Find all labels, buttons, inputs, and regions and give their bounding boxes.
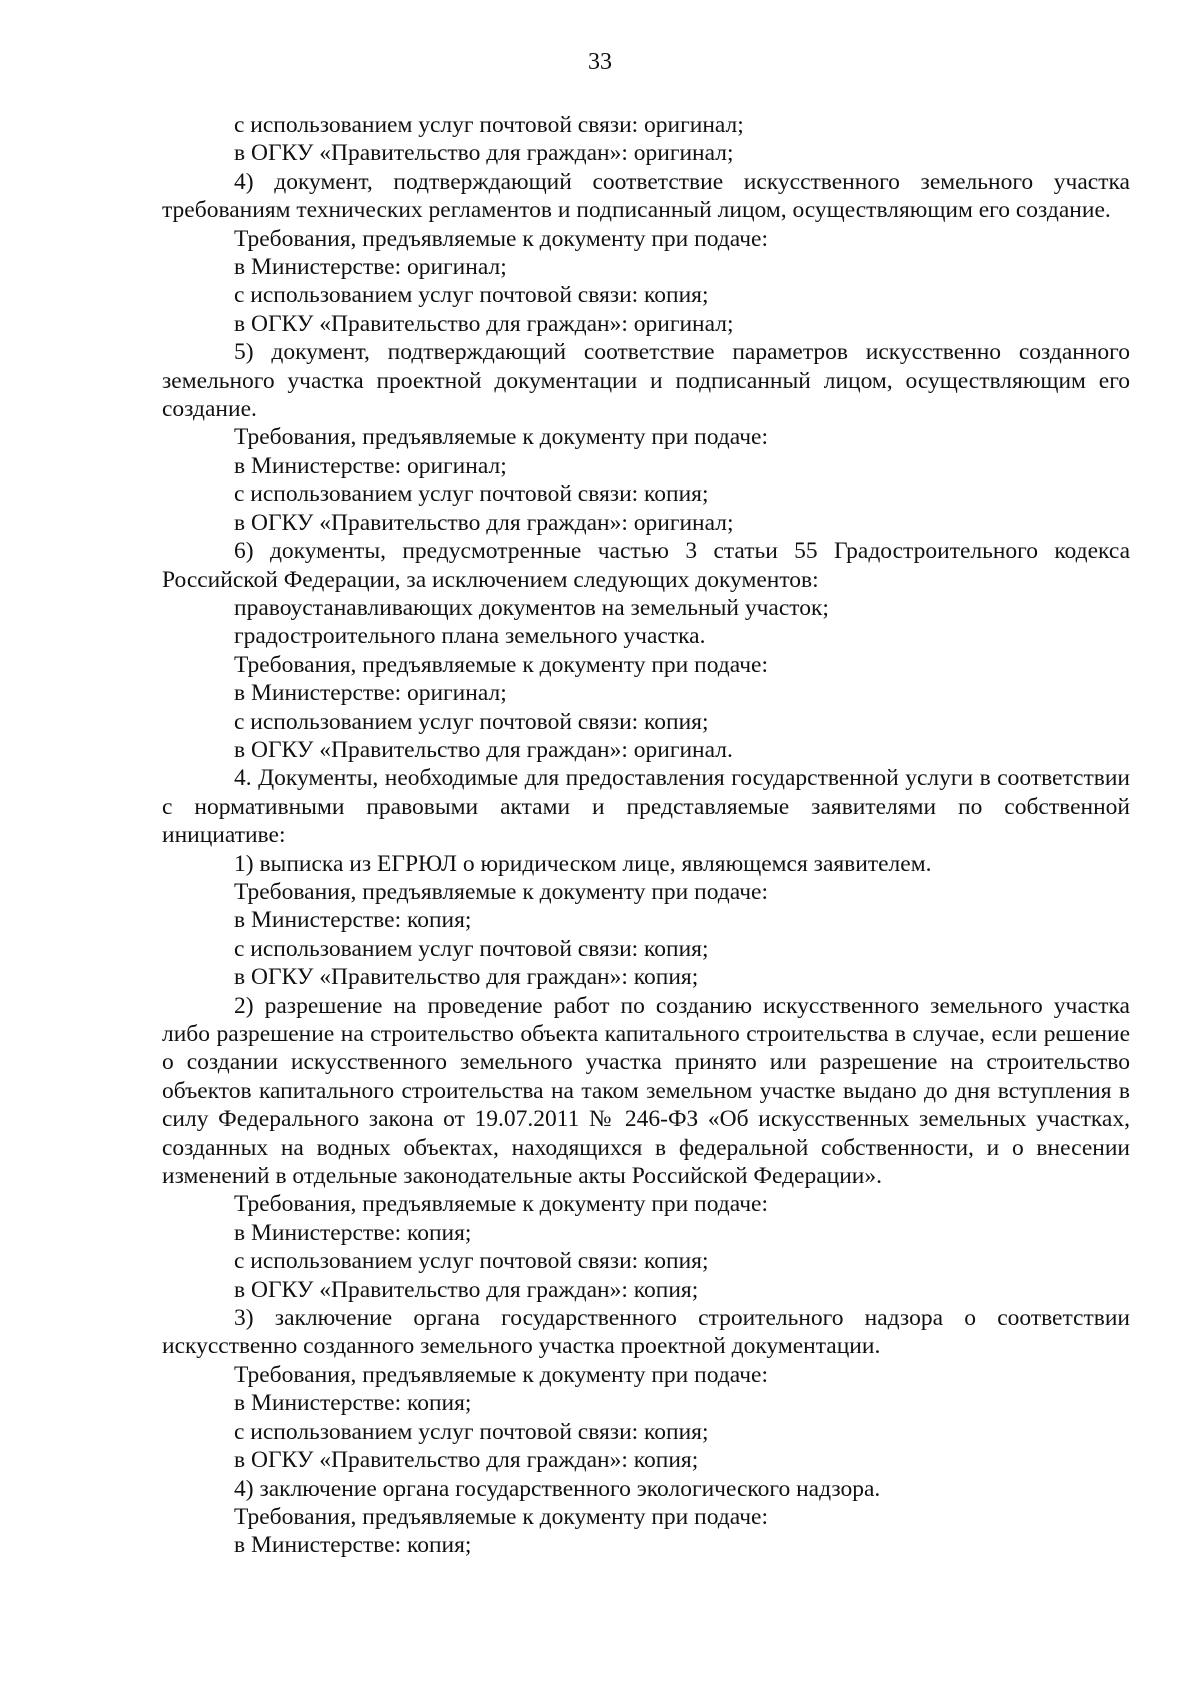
- paragraph: Требования, предъявляемые к документу при подаче:: [234, 1361, 768, 1388]
- paragraph: в Министерстве: копия;: [234, 907, 472, 934]
- paragraph: в Министерстве: оригинал;: [234, 452, 507, 479]
- paragraph: с использованием услуг почтовой связи: копия;: [234, 708, 709, 735]
- paragraph: 5) документ, подтверждающий соответствие параметров искусственно созданного земельного участка проектной документации и подписанный лицом, осуществляющим его создание.: [162, 339, 1130, 423]
- paragraph: с использованием услуг почтовой связи: оригинал;: [234, 112, 744, 138]
- paragraph: Требования, предъявляемые к документу при подаче:: [234, 878, 768, 905]
- page-number: 33: [588, 49, 612, 75]
- paragraph: Требования, предъявляемые к документу при подаче:: [234, 1503, 768, 1530]
- document-body: [162, 111, 1130, 1560]
- paragraph: с использованием услуг почтовой связи: копия;: [234, 1248, 709, 1275]
- paragraph: 1) выписка из ЕГРЮЛ о юридическом лице, являющемся заявителем.: [234, 850, 932, 877]
- paragraph: 4) документ, подтверждающий соответствие искусственного земельного участка требованиям технических регламентов и подписанный лицом, осуществляющим его создание.: [162, 168, 1130, 224]
- paragraph: в Министерстве: копия;: [234, 1390, 472, 1417]
- paragraph: в Министерстве: оригинал;: [234, 254, 507, 281]
- paragraph: с использованием услуг почтовой связи: копия;: [234, 1418, 709, 1445]
- paragraph: в ОГКУ «Правительство для граждан»: оригинал.: [234, 736, 733, 763]
- paragraph: градостроительного плана земельного участка.: [234, 623, 706, 650]
- paragraph: в ОГКУ «Правительство для граждан»: оригинал;: [234, 140, 734, 167]
- paragraph: в ОГКУ «Правительство для граждан»: копия;: [234, 1447, 699, 1474]
- paragraph: 3) заключение органа государственного строительного надзора о соответствии искусственно созданного земельного участка проектной документации.: [162, 1305, 1130, 1360]
- paragraph: с использованием услуг почтовой связи: копия;: [234, 282, 709, 309]
- paragraph: с использованием услуг почтовой связи: копия;: [234, 935, 709, 962]
- paragraph: в ОГКУ «Правительство для граждан»: копия;: [234, 1276, 699, 1303]
- paragraph: в Министерстве: копия;: [234, 1219, 472, 1246]
- paragraph: Требования, предъявляемые к документу при подаче:: [234, 651, 768, 678]
- paragraph: 4. Документы, необходимые для предоставления государственной услуги в соответствии с нормативными правовыми актами и представляемые заявителями по собственной инициативе:: [162, 765, 1130, 849]
- paragraph: правоустанавливающих документов на земельный участок;: [234, 594, 829, 621]
- paragraph: в ОГКУ «Правительство для граждан»: копия;: [234, 964, 699, 991]
- paragraph: Требования, предъявляемые к документу при подаче:: [234, 424, 768, 451]
- paragraph: 2) разрешение на проведение работ по созданию искусственного земельного участка либо разрешение на строительство объекта капитального строительства в случае, если решение о создании искусственного земельного участка принято или разрешение на строительство объектов капитального строительства на таком земельном участке выдано до дня вступления в силу Федерального закона от 19.07.2011 № 246-ФЗ «Об искусственных земельных участках, созданных на водных объектах, находящихся в федеральной собственности, и о внесении изменений в отдельные законодательные акты Российской Федерации».: [162, 992, 1130, 1190]
- paragraph: Требования, предъявляемые к документу при подаче:: [234, 1191, 768, 1218]
- paragraph: Требования, предъявляемые к документу при подаче:: [234, 225, 768, 252]
- paragraph: 4) заключение органа государственного экологического надзора.: [234, 1475, 881, 1502]
- paragraph: 6) документы, предусмотренные частью 3 статьи 55 Градостроительного кодекса Российской Федерации, за исключением следующих документов:: [162, 538, 1130, 593]
- paragraph: в Министерстве: оригинал;: [234, 680, 507, 707]
- paragraph: в ОГКУ «Правительство для граждан»: оригинал;: [234, 310, 734, 337]
- paragraph: в Министерстве: копия;: [234, 1532, 472, 1559]
- paragraph: с использованием услуг почтовой связи: копия;: [234, 481, 709, 508]
- paragraph: в ОГКУ «Правительство для граждан»: оригинал;: [234, 509, 734, 536]
